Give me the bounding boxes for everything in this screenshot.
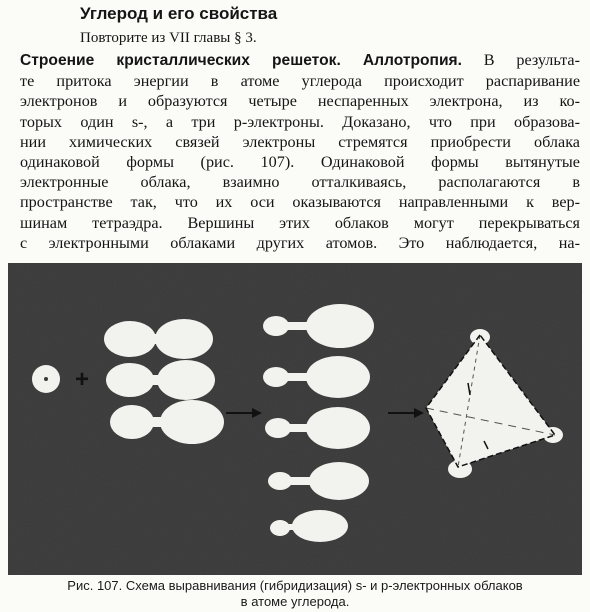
paragraph-line: с электронными облаками других атомов. Это наблюдается, на-	[20, 233, 580, 252]
paragraph-line: те притока энергии в атоме углерода происходит распаривание	[20, 72, 580, 91]
caption-line: Рис. 107. Схема выравнивания (гибридизация) s- и p-электронных облаков	[67, 578, 523, 593]
section-heading: Углерод и его свойства	[80, 4, 278, 23]
figure-hybridization	[8, 263, 582, 575]
caption-line: в атоме углерода.	[240, 594, 350, 609]
paragraph-line: пространстве так, что их оси оказываются направленными к вер-	[20, 193, 580, 212]
paragraph-line	[20, 50, 580, 71]
paragraph-line: электронные облака, взаимно отталкиваясь, располагаются в	[20, 173, 580, 192]
paragraph-line: нии химических связей электроны стремятся приобрести облака	[20, 132, 580, 151]
paragraph-line: шинам тетраэдра. Вершины этих облаков могут перекрываться	[20, 213, 580, 232]
paragraph-lead: Строение кристаллических решеток. Аллотропия.	[20, 52, 462, 69]
repeat-note: Повторите из VII главы § 3.	[80, 30, 257, 46]
hybridization-diagram	[8, 263, 582, 575]
p-orbital-group	[104, 319, 224, 444]
plus-sign: +	[75, 366, 90, 393]
figure-caption	[0, 578, 590, 610]
paragraph-line: одинаковой формы (рис. 107). Одинаковой формы вытянутые	[20, 153, 580, 172]
s-orbital-nucleus	[44, 377, 48, 381]
paragraph-line: торых один s-, а три p-электроны. Доказано, что при образова-	[20, 112, 580, 131]
body-paragraph	[20, 50, 580, 253]
paragraph-line: электронов и образуются четыре неспаренных электрона, из ко-	[20, 92, 580, 111]
paragraph-line-text: В результа-	[462, 51, 580, 69]
